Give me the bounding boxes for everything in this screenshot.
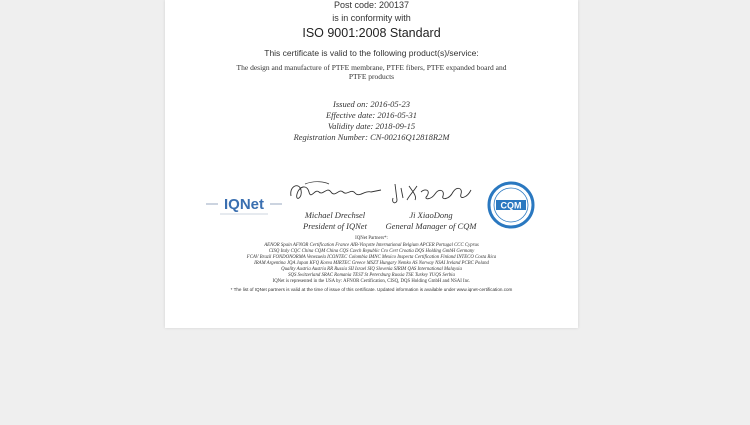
scope-line-1: The design and manufacture of PTFE membrane, PTFE fibers, PTFE expanded board and [236,63,507,72]
validity-statement: This certificate is valid to the following product(s)/service: [264,48,479,58]
signatory-2 [371,210,491,231]
iqnet-logo [206,192,282,220]
signatory-2-title: General Manager of CQM [385,220,477,231]
partners-usa-note: IQNet is represented in the USA by: AFNOR Certification, CISQ, DQS Holding GmbH and NSAI Inc. [272,279,471,284]
partners-line-6: SQS Switzerland SRAC Romania TEST St Petersburg Russia TSE Turkey YUQS Serbia [288,273,455,278]
signatory-2-name: Ji XiaoDong [409,210,453,220]
partners-line-4: IRAM Argentina JQA Japan KFQ Korea MIRTEC Greece MSZT Hungary Nemko AS Norway NSAI Ireland PCBC Poland [254,261,489,266]
issued-date: Issued on: 2016-05-23 [333,99,410,109]
post-code: Post code: 200137 [333,0,410,10]
partners-footnote: * The list of IQNet partners is valid at the time of issue of this certificate. Updated information is available under www.iqnet-certification.com [230,287,513,292]
signatory-1-name: Michael Drechsel [304,210,366,220]
validity-date: Validity date: 2018-09-15 [327,121,416,131]
registration-number: Registration Number: CN-00216Q12818R2M [293,132,450,142]
signature-ji-xiaodong [387,178,477,213]
partners-line-3: FCAV Brazil FONDONORMA Venezuela ICONTEC Colombia IMNC Mexico Inspecta Certification Finland INTECO Costa Rica [246,255,497,260]
standard-title: ISO 9001:2008 Standard [302,26,441,40]
signatory-1-title: President of IQNet [303,220,367,231]
iqnet-logo-text: IQNet [223,196,265,213]
cqm-logo [487,181,535,229]
partners-line-1: AENOR Spain AFNOR Certification France AIB-Vinçotte International Belgium APCER Portugal CCC Cyprus [264,243,479,248]
partners-line-2: CISQ Italy CQC China CQM China CQS Czech Republic Cro Cert Croatia DQS Holding GmbH Germany [268,249,475,254]
conformity-text: is in conformity with [332,13,411,23]
certificate-page [165,0,578,328]
cqm-logo-text: CQM [500,200,522,211]
effective-date: Effective date: 2016-05-31 [325,110,418,120]
partners-line-5: Quality Austria Austria RR Russia SII Israel SIQ Slovenia SIRIM QAS International Malaysia [281,267,462,272]
scope-line-2: PTFE products [348,72,395,81]
partners-heading: IQNet Partners*: [355,236,388,241]
signature-drechsel [285,178,385,213]
